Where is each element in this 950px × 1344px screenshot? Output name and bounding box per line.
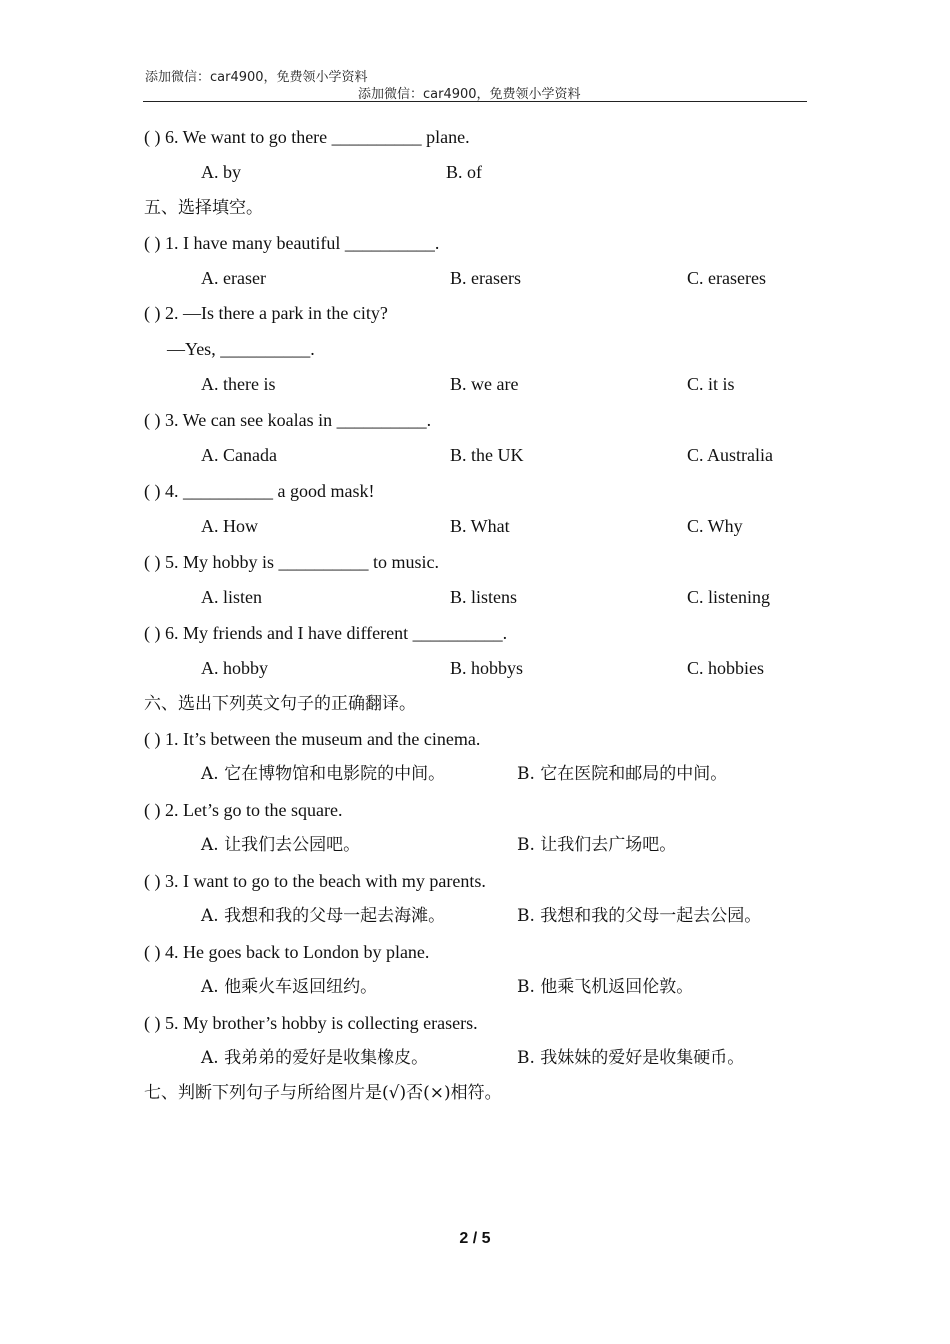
question-text: ( ) 6. My friends and I have different __________. [144, 623, 508, 643]
option-c: C. hobbies [687, 658, 765, 678]
section-title-7: 七、判断下列句子与所给图片是(√)否(×)相符。 [144, 1083, 502, 1103]
option-a: A. eraser [201, 268, 266, 288]
option-a: A. by [201, 162, 241, 182]
option-b: B. 我想和我的父母一起去公园。 [517, 906, 762, 926]
option-a: A. 我弟弟的爱好是收集橡皮。 [201, 1048, 429, 1068]
question-text: ( ) 5. My brother’s hobby is collecting erasers. [144, 1013, 478, 1033]
option-a: A. 他乘火车返回纽约。 [201, 977, 378, 997]
header-watermark-1: 添加微信：car4900，免费领小学资料 [145, 70, 368, 85]
option-c: C. Why [687, 516, 743, 536]
question-text: ( ) 5. My hobby is __________ to music. [144, 552, 439, 572]
option-b: B. 我妹妹的爱好是收集硬币。 [517, 1048, 745, 1068]
option-c: C. eraseres [687, 268, 766, 288]
section-title-5: 五、选择填空。 [144, 198, 263, 218]
question-text: ( ) 4. __________ a good mask! [144, 481, 375, 501]
option-c: C. Australia [687, 445, 773, 465]
question-text: ( ) 1. It’s between the museum and the cinema. [144, 729, 481, 749]
question-answer-line: —Yes, __________. [167, 339, 315, 359]
option-b: B. we are [450, 374, 519, 394]
option-a: A. Canada [201, 445, 277, 465]
option-b: B. What [450, 516, 510, 536]
section-title-6: 六、选出下列英文句子的正确翻译。 [144, 694, 416, 714]
header-divider [143, 101, 807, 102]
option-b: B. of [446, 162, 482, 182]
question-text: ( ) 1. I have many beautiful __________. [144, 233, 440, 253]
header-watermark-2: 添加微信：car4900，免费领小学资料 [358, 87, 581, 102]
question-text: ( ) 3. I want to go to the beach with my parents. [144, 871, 486, 891]
option-c: C. it is [687, 374, 735, 394]
option-a: A. 我想和我的父母一起去海滩。 [201, 906, 446, 926]
option-b: B. erasers [450, 268, 521, 288]
question-text: ( ) 2. Let’s go to the square. [144, 800, 343, 820]
option-b: B. 让我们去广场吧。 [517, 835, 677, 855]
option-b: B. 它在医院和邮局的中间。 [517, 764, 728, 784]
option-a: A. How [201, 516, 258, 536]
option-b: B. hobbys [450, 658, 524, 678]
question-text: ( ) 4. He goes back to London by plane. [144, 942, 430, 962]
option-a: A. there is [201, 374, 276, 394]
option-a: A. 让我们去公园吧。 [201, 835, 361, 855]
option-b: B. the UK [450, 445, 524, 465]
option-b: B. 他乘飞机返回伦敦。 [517, 977, 694, 997]
page-number: 2 / 5 [459, 1230, 491, 1247]
question-text: ( ) 6. We want to go there __________ plane. [144, 127, 470, 147]
option-c: C. listening [687, 587, 771, 607]
option-a: A. listen [201, 587, 262, 607]
option-a: A. hobby [201, 658, 268, 678]
question-text: ( ) 2. —Is there a park in the city? [144, 303, 388, 323]
question-text: ( ) 3. We can see koalas in __________. [144, 410, 432, 430]
option-b: B. listens [450, 587, 518, 607]
option-a: A. 它在博物馆和电影院的中间。 [201, 764, 446, 784]
